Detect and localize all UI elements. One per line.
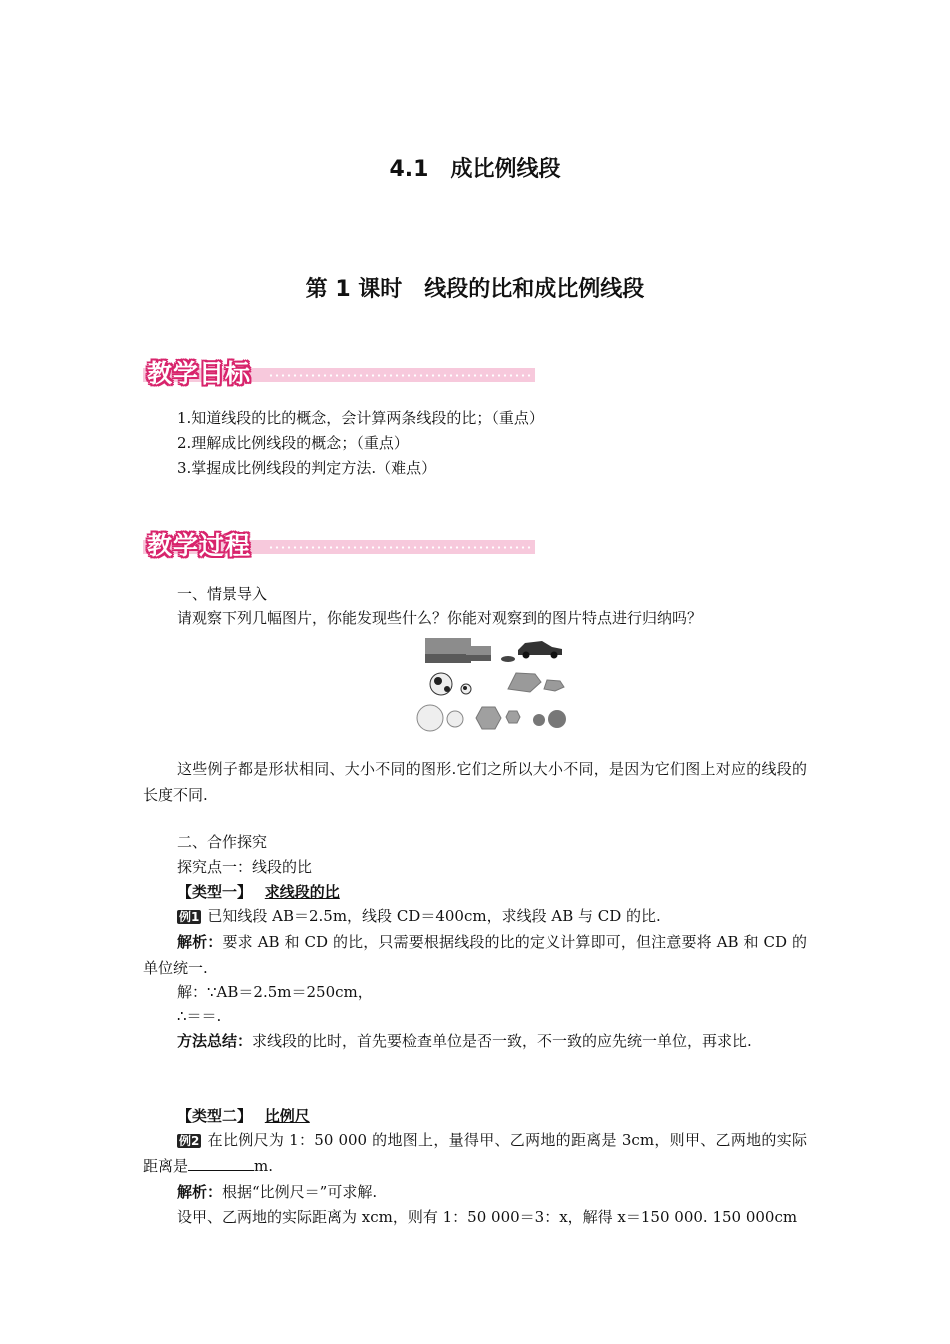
part1-heading: 一、情景导入 [177,585,268,603]
lesson-title: 第 1 课时 线段的比和成比例线段 [305,277,645,302]
part1-question: 请观察下列几幅图片，你能发现些什么？你能对观察到的图片特点进行归纳吗？ [177,609,703,627]
pentagon-large [508,673,541,692]
pentagon-small [544,680,564,691]
analysis-text: 要求 AB 和 CD 的比，只需要根据线段的比的定义计算即可，但注意要将 AB 和 CD 的单位统一. [143,933,807,977]
type1-name: 求线段的比 [264,883,340,901]
explore-point-1: 探究点一：线段的比 [177,858,313,876]
example-1-therefore: ∴＝＝. [177,1007,222,1025]
part2-heading: 二、合作探究 [177,833,268,851]
type1-bracket: 【类型一】 [177,883,253,901]
banner-dots [268,374,533,377]
goal-2: 2.理解成比例线段的概念；（重点） [177,434,409,452]
example-1-question [177,904,661,929]
example-1-badge: 例1 [179,910,200,924]
goal-3: 3.掌握成比例线段的判定方法.（难点） [177,459,437,477]
example-2-text: 在比例尺为 1：50 000 的地图上，量得甲、乙两地的距离是 3cm，则甲、乙两地的实际距离是 [143,1131,807,1175]
example-1-solution [177,980,373,1005]
circle-small [447,711,463,727]
photo-small [466,646,491,661]
car-small-icon [501,656,515,662]
analysis-label: 解析： [177,1183,223,1201]
soccer-ball-large-icon [430,673,452,695]
goal-1: 1.知道线段的比的概念，会计算两条线段的比；（重点） [177,409,544,427]
similar-figures-illustration [410,630,580,738]
example-1-summary [143,1028,807,1054]
circle-large [417,705,443,731]
analysis-label: 解析： [177,933,223,951]
solution-text: ∵AB＝2.5m＝250cm， [207,983,373,1001]
example-2-question [143,1127,807,1179]
type2-name: 比例尺 [264,1107,310,1125]
goals-banner [143,354,535,392]
type2-bracket: 【类型二】 [177,1107,253,1125]
example-2-badge: 例2 [179,1134,200,1148]
summary-text: 求线段的比时，首先要检查单位是否一致，不一致的应先统一单位，再求比. [252,1032,752,1050]
hexagon-large [476,707,501,729]
type1-heading [177,880,340,905]
photo-large [425,638,471,663]
soccer-ball-small-icon [461,684,471,694]
solution-label: 解： [177,983,208,1001]
section-title: 4.1 成比例线段 [389,157,561,182]
example-2-work: 设甲、乙两地的实际距离为 xcm，则有 1：50 000＝3：x，解得 x＝150 000. 150 000cm [177,1208,798,1226]
example-1-analysis [143,929,807,981]
car-large-icon [518,641,562,659]
example-2-unit: m. [254,1157,274,1175]
example-2-analysis [177,1180,377,1205]
dark-circle-small [533,714,545,726]
hexagon-small [506,711,520,723]
process-banner [143,526,535,564]
answer-blank[interactable] [188,1156,254,1171]
process-banner-label: 教学过程 [147,531,252,560]
example-1-text: 已知线段 AB＝2.5m，线段 CD＝400cm，求线段 AB 与 CD 的比. [207,907,661,925]
type2-heading [177,1104,310,1129]
dark-circle-large [548,710,566,728]
banner-dots [268,546,533,549]
goals-banner-label: 教学目标 [147,359,252,388]
analysis-text: 根据“比例尺＝”可求解. [222,1183,378,1201]
summary-label: 方法总结： [177,1032,253,1050]
part1-conclusion: 这些例子都是形状相同、大小不同的图形.它们之所以大小不同，是因为它们图上对应的线段的长度不同. [143,760,807,804]
